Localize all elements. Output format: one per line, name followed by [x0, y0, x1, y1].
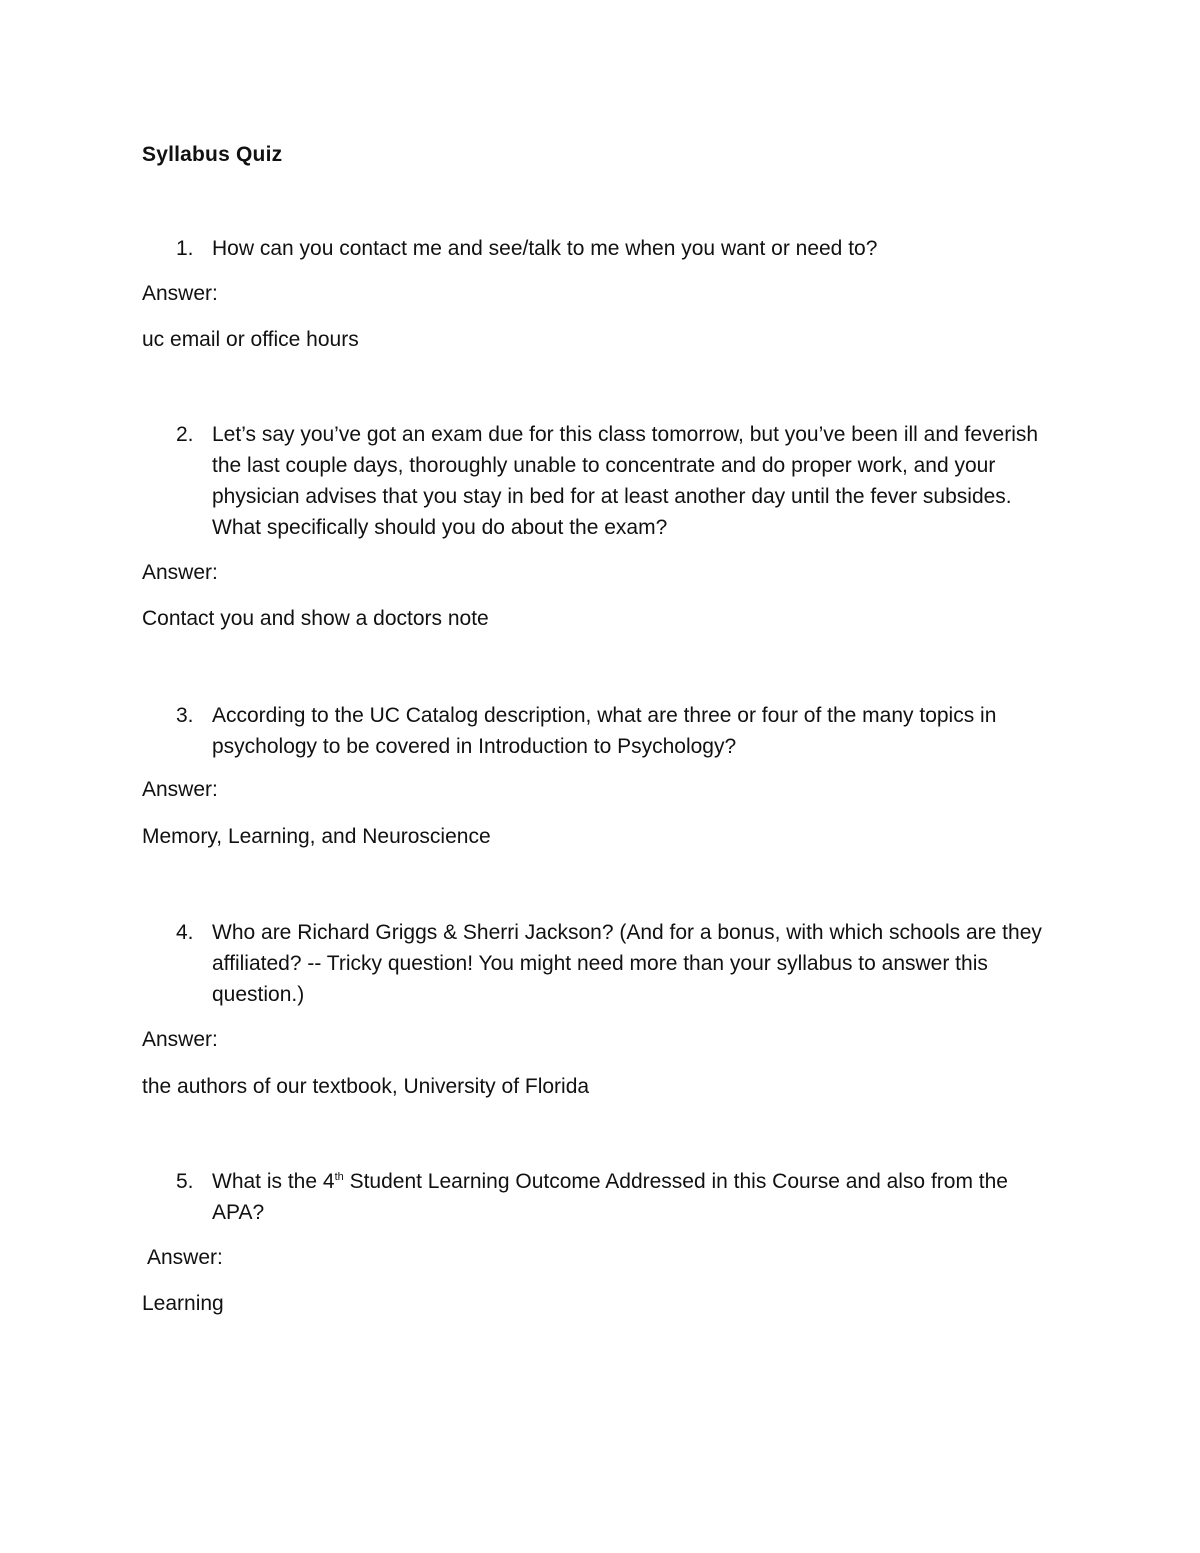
- answer-label: Answer:: [142, 1028, 218, 1051]
- question-text: According to the UC Catalog description, what are three or four of the many topics in psychology to be covered in Introduction to Psychology?: [212, 704, 997, 758]
- answer-text: Memory, Learning, and Neuroscience: [142, 825, 491, 848]
- ordinal-suffix: th: [334, 1171, 344, 1183]
- answer-label: Answer:: [142, 282, 218, 305]
- answer-text: uc email or office hours: [142, 328, 359, 351]
- question-5: [142, 1166, 1062, 1228]
- question-number: 2.: [176, 423, 194, 446]
- page-title: Syllabus Quiz: [142, 143, 283, 166]
- answer-text: Learning: [142, 1292, 224, 1315]
- question-number: 4.: [176, 921, 194, 944]
- answer-label: Answer:: [142, 778, 218, 801]
- question-number: 3.: [176, 704, 194, 727]
- question-text: [212, 1166, 1062, 1228]
- question-text: Let’s say you’ve got an exam due for this class tomorrow, but you’ve been ill and feverish the last couple days, thoroughly unable to concentrate and do proper work, and your physician advises that you stay in bed for at least another day until the fever subsides. What specifically should you do about the exam?: [212, 423, 1039, 539]
- question-number: 5.: [176, 1170, 194, 1193]
- question-text-part: Student Learning Outcome Addressed in this Course and also from the APA?: [212, 1170, 1008, 1224]
- answer-label: Answer:: [142, 561, 218, 584]
- question-3: [142, 700, 1062, 762]
- question-text: Who are Richard Griggs & Sherri Jackson? (And for a bonus, with which schools are they affiliated? -- Tricky question! You might need more than your syllabus to answer this question.): [212, 921, 1042, 1006]
- question-text-part: What is the 4: [212, 1170, 335, 1193]
- question-4: [142, 917, 1062, 1010]
- answer-label: Answer:: [147, 1246, 223, 1269]
- question-number: 1.: [176, 237, 194, 260]
- question-text: How can you contact me and see/talk to me when you want or need to?: [212, 237, 878, 260]
- answer-text: the authors of our textbook, University of Florida: [142, 1075, 590, 1098]
- question-1: [142, 233, 1062, 264]
- question-2: [142, 419, 1062, 543]
- answer-text: Contact you and show a doctors note: [142, 607, 489, 630]
